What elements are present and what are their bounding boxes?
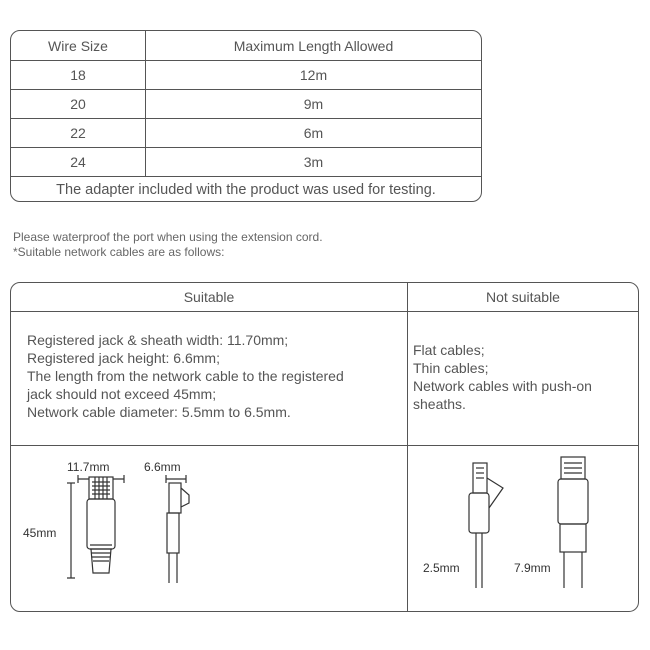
spec-line: Thin cables; bbox=[413, 360, 489, 376]
header-not-suitable: Not suitable bbox=[486, 289, 560, 305]
table-row bbox=[11, 60, 481, 90]
dim-width-label: 11.7mm bbox=[67, 460, 110, 474]
dim-thin-label: 2.5mm bbox=[423, 561, 460, 575]
table-footnote: The adapter included with the product was used for testing. bbox=[56, 181, 436, 198]
rj45-side-view-icon bbox=[166, 475, 189, 583]
suitable-cables-note: *Suitable network cables are as follows: bbox=[13, 245, 225, 259]
wire-length-table bbox=[10, 30, 482, 202]
max-length-cell: 12m bbox=[299, 66, 328, 83]
header-max-length: Maximum Length Allowed bbox=[233, 37, 394, 54]
wire-size-cell: 18 bbox=[11, 60, 146, 89]
dim-length-label: 45mm bbox=[23, 526, 57, 540]
wire-size-cell: 22 bbox=[11, 118, 146, 147]
spec-line: Registered jack height: 6.6mm; bbox=[27, 350, 220, 366]
spec-line: Registered jack & sheath width: 11.70mm; bbox=[27, 332, 289, 348]
wire-size-cell: 20 bbox=[11, 89, 146, 118]
header-wire-size: Wire Size bbox=[11, 31, 146, 60]
max-length-cell: 9m bbox=[303, 95, 324, 112]
table-row bbox=[11, 118, 481, 148]
push-on-sheath-connector-icon bbox=[469, 463, 503, 588]
spec-line: Flat cables; bbox=[413, 342, 485, 358]
spec-line: sheaths. bbox=[413, 396, 466, 412]
wire-size-cell: 24 bbox=[11, 147, 146, 176]
notes-block bbox=[13, 230, 323, 260]
spec-line: Network cable diameter: 5.5mm to 6.5mm. bbox=[27, 404, 291, 420]
table-header-row bbox=[11, 31, 481, 61]
dim-thick-label: 7.9mm bbox=[514, 561, 551, 575]
dim-height-label: 6.6mm bbox=[144, 460, 181, 474]
rj45-front-view-icon bbox=[67, 475, 124, 578]
header-suitable: Suitable bbox=[183, 289, 235, 305]
spec-line: jack should not exceed 45mm; bbox=[27, 386, 217, 402]
max-length-cell: 6m bbox=[303, 124, 324, 141]
cable-table bbox=[10, 282, 639, 612]
waterproof-note: Please waterproof the port when using the extension cord. bbox=[13, 230, 323, 244]
spec-line: Network cables with push-on bbox=[413, 378, 592, 394]
thick-cable-connector-icon bbox=[558, 457, 588, 588]
max-length-cell: 3m bbox=[303, 153, 324, 170]
spec-line: The length from the network cable to the registered bbox=[27, 368, 344, 384]
table-row bbox=[11, 89, 481, 119]
connector-illustrations bbox=[11, 283, 639, 612]
table-row bbox=[11, 147, 481, 177]
